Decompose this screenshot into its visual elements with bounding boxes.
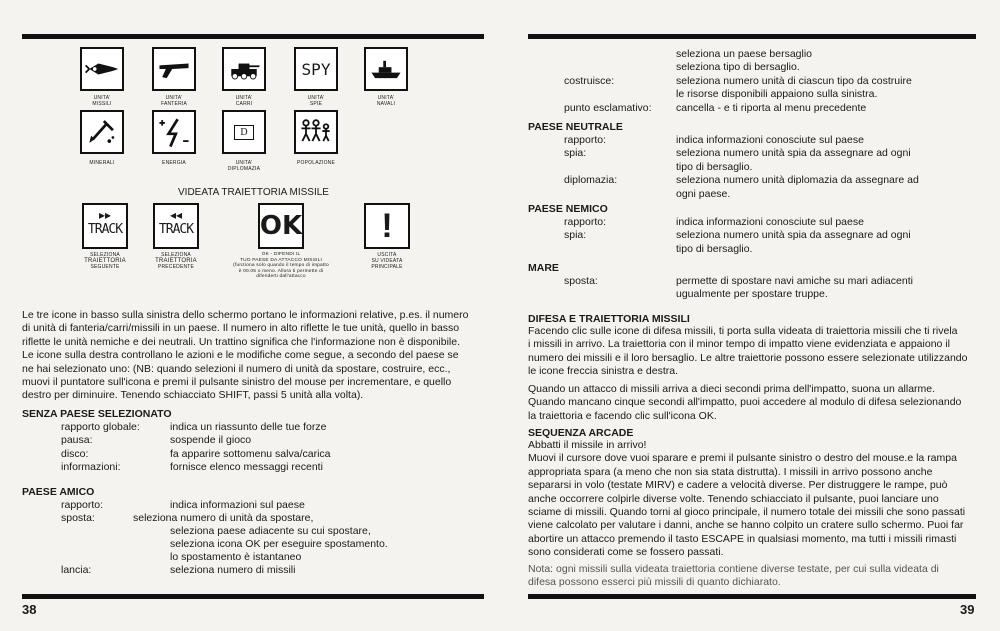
minerals-caption: MINERALI (89, 160, 115, 166)
no-country-keys: rapporto globale: pausa: disco: informazioni: (61, 421, 140, 474)
top-keys: costruisce: punto esclamativo: (564, 74, 652, 114)
track-prev-button[interactable] (153, 203, 199, 249)
sea-keys: sposta: (564, 275, 598, 287)
spy-label: SPY (301, 59, 331, 79)
tank-units-icon[interactable] (222, 47, 266, 91)
friend-lancia-value: seleziona numero di missili (170, 564, 296, 576)
track-next-label: TRACK (87, 222, 123, 237)
exit-button[interactable] (364, 203, 410, 249)
energy-icon[interactable] (152, 110, 196, 154)
tank-units-caption: UNITA' CARRI (235, 95, 253, 107)
infantry-units-icon[interactable] (152, 47, 196, 91)
forward-arrows-icon: ▸▸ (98, 208, 112, 222)
defense-heading: DIFESA E TRAIETTORIA MISSILI (528, 313, 690, 325)
spy-units-caption: UNITA' SPIE (307, 95, 325, 107)
defense-paragraph-1: Facendo clic sulle icone di difesa missili, ti porta sulla videata di traiettoria missili che ti rivela i missili in arrivo. La traiettoria con il minor tempo di impatto viene evidenziata e appaiono il numero dei missili e il loro bersaglio. Le altre traiettorie possono essere selezionate utilizzando le icone freccia sinistra e destra. (528, 325, 968, 378)
neutral-heading: PAESE NEUTRALE (528, 121, 623, 133)
neutral-keys: rapporto: spia: diplomazia: (564, 134, 618, 187)
diplomacy-label: D (234, 125, 253, 140)
ok-defend-caption: OK - DIFENDI IL TUO PAESE DA ATTACCO MISSILI (funziona solo quando il tempo di impatto è 00.05 o meno. Allora ti permette di difenderti dall'attacco (233, 252, 329, 280)
ok-label: OK (259, 211, 303, 241)
exclamation-icon: ! (381, 206, 393, 245)
sea-values: permette di spostare navi amiche su mari adiacenti ugualmente per spostare truppe. (676, 275, 913, 301)
exit-caption: USCITA SU VIDEATA PRINCIPALE (371, 252, 403, 270)
track-next-button[interactable] (82, 203, 128, 249)
intro-paragraph: Le tre icone in basso sulla sinistra dello schermo portano le informazioni relative, p.es. il numero di unità di fanteria/carri/missili in un paese. Il numero in alto riflette le tue unità, quello in basso riflette le unità nemiche e dei neutrali. Un trattino significa che l'informazione non è disponibile. Le icone sulla destra controllano le azioni e le modifiche come segue, a secondo del paese se ne hai selezionato uno: (NB: quando selezioni il numero di unità da spostare, costruire, ecc., muovi il puntatore sull'icona e premi il pulsante sinistro del mouse per incrementare, e quello destro per diminuire. Tenendo schiacciato SHIFT, passi 5 unità alla volta). (22, 309, 469, 402)
friend-rapporto-key: rapporto: (61, 499, 104, 511)
sea-heading: MARE (528, 262, 559, 274)
enemy-heading: PAESE NEMICO (528, 203, 608, 215)
defense-paragraph-2: Quando un attacco di missili arriva a dieci secondi prima dell'impatto, suona un allarme. Quando mancano cinque secondi all'impatto, puoi accedere al modulo di difesa selezionando la traiettoria e facendo clic sull'icona OK. (528, 383, 962, 422)
neutral-values: indica informazioni conosciute sul paese seleziona numero unità spia da assegnare ad ogni tipo di bersaglio. seleziona numero unità diplomazia da assegnare ad ogni paese. (676, 134, 919, 200)
arcade-heading: SEQUENZA ARCADE (528, 427, 634, 439)
enemy-keys: rapporto: spia: (564, 216, 607, 242)
no-country-values: indica un riassunto delle tue forze sospende il gioco fa apparire sottomenu salva/carica fornisce elenco messaggi recenti (170, 421, 331, 474)
missile-units-icon[interactable] (80, 47, 124, 91)
ok-defend-button[interactable] (258, 203, 304, 249)
missile-screen-title: VIDEATA TRAIETTORIA MISSILE (178, 187, 329, 198)
bottom-rule (528, 594, 976, 599)
friend-heading: PAESE AMICO (22, 486, 95, 498)
friend-sposta-value-3: seleziona icona OK per eseguire spostamento. (170, 538, 388, 550)
missile-units-caption: UNITA' MISSILI (92, 95, 112, 107)
back-arrows-icon: ◂◂ (169, 208, 183, 222)
naval-units-caption: UNITA' NAVALI (376, 95, 396, 107)
no-country-heading: SENZA PAESE SELEZIONATO (22, 408, 172, 420)
track-prev-caption: SELEZIONA TRAIETTORIA PRECEDENTE (155, 252, 197, 270)
diplomacy-units-caption: UNITA' DIPLOMAZIA (227, 160, 261, 172)
spy-units-icon[interactable] (294, 47, 338, 91)
track-next-caption: SELEZIONA TRAIETTORIA SEGUENTE (84, 252, 126, 270)
top-values: seleziona un paese bersaglio seleziona tipo di bersaglio. seleziona numero unità di ciascun tipo da costruire le risorse disponibili appaiono sulla sinistra. cancella - e ti riporta al menu precedente (676, 48, 912, 114)
naval-units-icon[interactable] (364, 47, 408, 91)
population-caption: POPOLAZIONE (296, 160, 336, 166)
friend-lancia-key: lancia: (61, 564, 92, 576)
diplomacy-units-icon[interactable] (222, 110, 266, 154)
enemy-values: indica informazioni conosciute sul paese seleziona numero unità spia da assegnare ad ogni tipo di bersaglio. (676, 216, 911, 255)
arcade-paragraph: Abbatti il missile in arrivo! Muovi il cursore dove vuoi sparare e premi il pulsante sinistro o destro del mouse.e la rampa appropriata spara (a meno che non sia stata distrutta). I missili in arrivo possono anche separarsi in volo (testate MIRV) e cadere a velocità diverse. Per distruggere le rampe, può anche occorrere colpirle diverse volte. Tenendo schiacciato il pulsante, puoi lanciare uno sciame di missili. Quando torni al gioco principale, il numero totale dei missili che sono passati viene calcolato per valutare i danni, anche se hanno colpito un cratere sullo schermo. Puoi far abortire un attacco premendo il tasto ESCAPE in qualsiasi momento, ma tutti i missili rimasti sono considerati come se fossero passati. (528, 439, 966, 559)
friend-rapporto-value: indica informazioni sul paese (170, 499, 305, 511)
minerals-icon[interactable] (80, 110, 124, 154)
friend-sposta-value-1: seleziona numero di unità da spostare, (133, 512, 314, 524)
friend-sposta-value-4: lo spostamento è istantaneo (170, 551, 302, 563)
friend-sposta-value-2: seleziona paese adiacente su cui spostare, (170, 525, 371, 537)
page-number: 38 (22, 602, 37, 617)
infantry-units-caption: UNITA' FANTERIA (160, 95, 188, 107)
note-paragraph: Nota: ogni missili sulla videata traiettoria contiene diverse testate, per cui sulla videata di difesa possono esserci più missili di quanto dichiarato. (528, 563, 939, 589)
right-page (500, 0, 1000, 631)
energy-caption: ENERGIA (162, 160, 186, 166)
page-number: 39 (960, 602, 975, 617)
top-rule (528, 34, 976, 39)
friend-sposta-key: sposta: (61, 512, 95, 524)
population-icon[interactable] (294, 110, 338, 154)
bottom-rule (22, 594, 484, 599)
top-rule (22, 34, 484, 39)
track-prev-label: TRACK (158, 222, 194, 237)
